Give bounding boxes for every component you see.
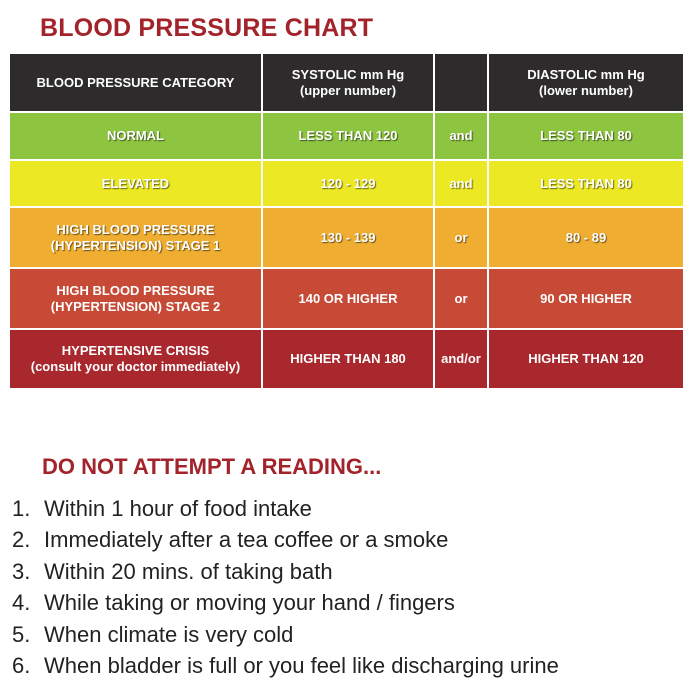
connector-cell [433, 113, 487, 159]
list-item-number: 4. [12, 590, 31, 616]
chart-title: BLOOD PRESSURE CHART [40, 14, 374, 42]
systolic-cell [261, 269, 433, 328]
table-row-crisis [10, 330, 683, 388]
list-item-text: When climate is very cold [44, 621, 294, 647]
header-connector [433, 54, 487, 111]
category-label: HYPERTENSIVE CRISIS [61, 343, 210, 358]
connector-cell [433, 208, 487, 267]
category-sublabel: (HYPERTENSION) STAGE 1 [50, 237, 221, 253]
category-cell [10, 113, 261, 159]
header-systolic-label: SYSTOLIC mm Hg [291, 66, 405, 82]
list-item-text: When bladder is full or you feel like discharging urine [44, 653, 559, 679]
category-label: HIGH BLOOD PRESSURE [56, 282, 215, 298]
diastolic-value: HIGHER THAN 120 [528, 351, 644, 366]
header-systolic [261, 54, 433, 111]
table-row-normal [10, 113, 683, 159]
connector-value: and [449, 128, 473, 143]
systolic-cell [261, 161, 433, 206]
category-cell [10, 208, 261, 267]
connector-value: and [449, 175, 473, 191]
systolic-value: 130 - 139 [320, 229, 376, 245]
list-item [12, 493, 559, 525]
diastolic-cell [487, 113, 683, 159]
list-item-text: While taking or moving your hand / fingers [44, 590, 455, 616]
header-diastolic-sublabel: (lower number) [539, 82, 633, 98]
category-cell [10, 269, 261, 328]
diastolic-cell [487, 269, 683, 328]
systolic-value: HIGHER THAN 180 [290, 351, 406, 366]
diastolic-value: LESS THAN 80 [540, 128, 632, 143]
diastolic-value: LESS THAN 80 [540, 175, 632, 191]
category-cell [10, 330, 261, 388]
list-item-number: 3. [12, 558, 31, 584]
diastolic-cell [487, 208, 683, 267]
connector-cell [433, 330, 487, 388]
blood-pressure-table [10, 54, 683, 388]
list-item-number: 5. [12, 621, 31, 647]
table-row-stage1 [10, 208, 683, 267]
category-label: ELEVATED [101, 175, 170, 191]
table-header-row [10, 54, 683, 111]
systolic-cell [261, 208, 433, 267]
systolic-cell [261, 113, 433, 159]
connector-cell [433, 269, 487, 328]
header-diastolic-label: DIASTOLIC mm Hg [527, 66, 645, 82]
header-category [10, 54, 261, 111]
warning-title: DO NOT ATTEMPT A READING... [42, 454, 382, 479]
diastolic-cell [487, 161, 683, 206]
diastolic-cell [487, 330, 683, 388]
header-systolic-sublabel: (upper number) [299, 82, 397, 98]
connector-value: and/or [441, 351, 481, 366]
connector-cell [433, 161, 487, 206]
list-item-number: 1. [12, 495, 31, 521]
list-item-text: Within 20 mins. of taking bath [44, 558, 333, 584]
systolic-value: 140 OR HIGHER [298, 290, 398, 306]
warning-list [12, 493, 559, 682]
systolic-cell [261, 330, 433, 388]
connector-value: or [454, 229, 468, 245]
table-row-elevated [10, 161, 683, 206]
list-item [12, 525, 559, 557]
category-sublabel: (consult your doctor immediately) [30, 359, 241, 374]
systolic-value: LESS THAN 120 [298, 128, 398, 143]
list-item-number: 2. [12, 527, 31, 553]
category-sublabel: (HYPERTENSION) STAGE 2 [50, 298, 221, 314]
systolic-value: 120 - 129 [320, 175, 376, 191]
category-cell [10, 161, 261, 206]
list-item [12, 556, 559, 588]
list-item-text: Immediately after a tea coffee or a smoke [44, 527, 449, 553]
list-item-text: Within 1 hour of food intake [44, 495, 312, 521]
diastolic-value: 80 - 89 [565, 229, 607, 245]
list-item [12, 588, 559, 620]
connector-value: or [454, 290, 468, 306]
list-item [12, 651, 559, 683]
table-row-stage2 [10, 269, 683, 328]
header-diastolic [487, 54, 683, 111]
category-label: NORMAL [106, 128, 165, 143]
header-category-label: BLOOD PRESSURE CATEGORY [36, 74, 235, 90]
category-label: HIGH BLOOD PRESSURE [56, 221, 215, 237]
list-item [12, 619, 559, 651]
list-item-number: 6. [12, 653, 31, 679]
diastolic-value: 90 OR HIGHER [540, 290, 632, 306]
